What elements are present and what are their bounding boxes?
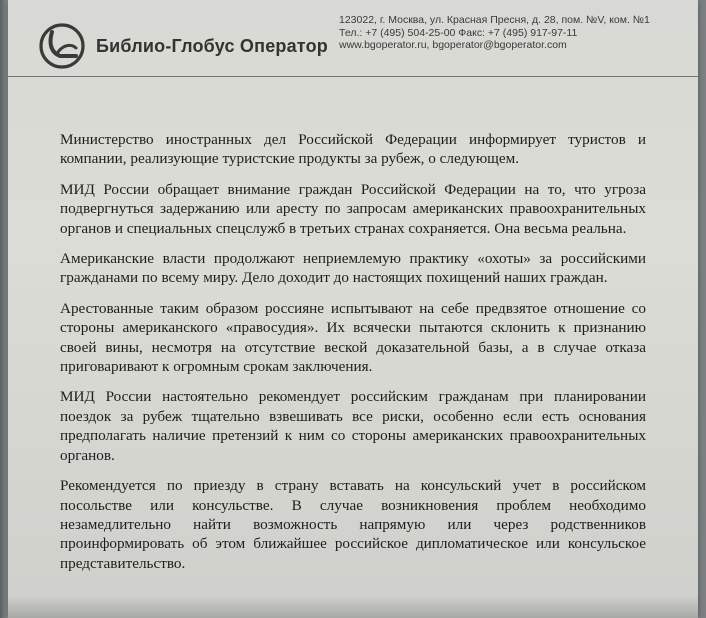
paragraph-arrests: Арестованные таким образом россияне испытывают на себе предвзятое отношение со стороны американского «правосудия». Их всячески пытаются склонить к признанию своей вины, несмотря на отсутствие веской доказательной базы, а в случае отказа приговаривают к огромным срокам заключения. xyxy=(60,299,646,376)
company-address: 123022, г. Москва, ул. Красная Пресня, д. 28, пом. №V, ком. №1 xyxy=(339,14,650,26)
company-name: Библио-Глобус Оператор xyxy=(96,36,328,56)
paragraph-consular-registration: Рекомендуется по приезду в страну вставать на консульский учет в российском посольстве или консульстве. В случае возникновения проблем необходимо незамедлительно найти возможность напрямую или через родственников проинформировать об этом ближайшее российское дипломатическое или консульское представительство. xyxy=(60,477,646,572)
company-web[interactable]: www.bgoperator.ru, bgoperator@bgoperator.com xyxy=(339,39,567,51)
company-phones: Тел.: +7 (495) 504-25-00 Факс: +7 (495) 917-97-11 xyxy=(339,26,578,39)
sheet-bottom-shadow xyxy=(8,596,698,618)
paragraph-intro: Министерство иностранных дел Российской Федерации информирует туристов и компании, реализующие туристские продукты за рубеж, о следующем. xyxy=(60,131,646,168)
paragraph-threat: МИД России обращает внимание граждан Российской Федерации на то, что угроза подвергнуться задержанию или аресту по запросам американских правоохранительных органов и специальных спецслужб в третьих странах сохраняется. Она весьма реальна. xyxy=(60,180,646,237)
notice-body xyxy=(60,130,646,584)
sheet-edge-shadow xyxy=(0,0,8,618)
paragraph-hunting: Американские власти продолжают неприемлемую практику «охоты» за российскими гражданами по всему миру. Дело доходит до настоящих похищений наших граждан. xyxy=(60,250,646,287)
contact-block xyxy=(339,14,650,52)
letterhead-header xyxy=(8,0,698,82)
letterhead-sheet xyxy=(8,0,698,618)
header-divider xyxy=(8,76,698,77)
paragraph-recommendation: МИД России настоятельно рекомендует российским гражданам при планировании поездок за рубеж тщательно взвешивать все риски, особенно если есть основания предполагать наличие претензий к ним со стороны американских правоохранительных органов. xyxy=(60,388,646,464)
biblio-globus-logo-icon xyxy=(38,22,86,70)
